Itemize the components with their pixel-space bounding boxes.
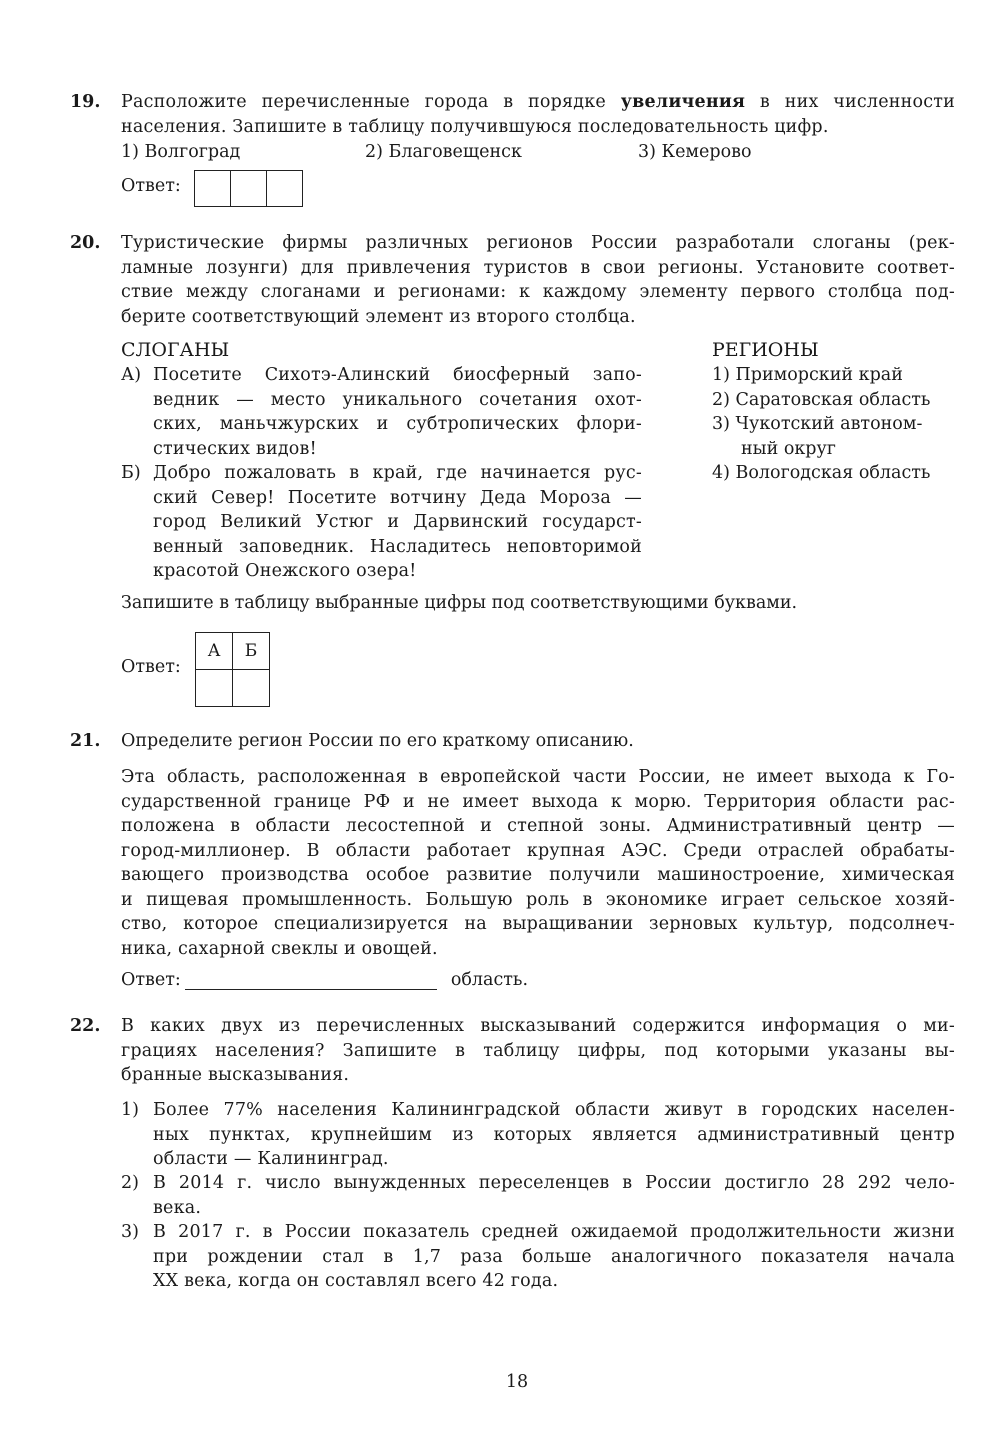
- question-22-text: [121, 1014, 955, 1088]
- answer-suffix: область.: [450, 970, 529, 990]
- answer-cell-a[interactable]: [196, 670, 233, 707]
- text-line: Добро пожаловать в край, где начинается рус-: [153, 463, 642, 483]
- text-line: ламные лозунги) для привлечения туристов в свои регионы. Установите соответ-: [121, 257, 955, 278]
- question-20-text: [121, 231, 955, 329]
- question-number: 19.: [70, 92, 101, 112]
- text-line: ских, маньчжурских и субтропических флори-: [153, 414, 642, 434]
- text-line: Более 77% населения Калининградской области живут в городских населен-: [153, 1100, 955, 1120]
- page-number: 18: [505, 1372, 529, 1392]
- text-line: В 2014 г. число вынужденных переселенцев в России достигло 28 292 чело-: [153, 1173, 955, 1193]
- text-line: ных пунктах, крупнейшим из которых является административный центр: [153, 1124, 955, 1145]
- question-21-text: Определите регион России по его краткому описанию.: [121, 731, 634, 751]
- answer-label: Ответ:: [121, 970, 181, 990]
- text-line: ведник — место уникального сочетания охот-: [153, 389, 642, 410]
- text: в них численности: [745, 92, 955, 112]
- answer-label: Ответ:: [121, 657, 181, 677]
- text-line: В каких двух из перечисленных высказываний содержится информация о ми-: [121, 1016, 955, 1036]
- text-line: сударственной границе РФ и не имеет выхода к морю. Территория области рас-: [121, 791, 955, 812]
- regions-header: РЕГИОНЫ: [712, 339, 819, 361]
- item-label: 3): [121, 1222, 139, 1242]
- text-line: при рождении стал в 1,7 раза больше аналогичного показателя начала: [153, 1246, 955, 1267]
- text-line: В 2017 г. в России показатель средней ожидаемой продолжительности жизни: [153, 1222, 955, 1242]
- text: населения. Запишите в таблицу получившуюся последовательность цифр.: [121, 116, 829, 137]
- option-3: 3) Кемерово: [638, 142, 752, 162]
- question-number: 21.: [70, 731, 101, 751]
- region-item: 1) Приморский край: [712, 365, 903, 385]
- text-line: город-миллионер. В области работает крупная АЭС. Среди отраслей обрабаты-: [121, 840, 955, 861]
- item-label: 1): [121, 1100, 139, 1120]
- statement-3: [153, 1220, 955, 1294]
- statement-2: [153, 1171, 955, 1220]
- text-line: Туристические фирмы различных регионов России разработали слоганы (рек-: [121, 233, 955, 253]
- option-1: 1) Волгоград: [121, 142, 241, 162]
- text-line: грациях населения? Запишите в таблицу цифры, под которыми указаны вы-: [121, 1040, 955, 1061]
- question-number: 22.: [70, 1016, 101, 1036]
- statement-1: [153, 1098, 955, 1172]
- answer-table[interactable]: [195, 632, 270, 707]
- region-description: [121, 765, 955, 961]
- region-item: 2) Саратовская область: [712, 389, 931, 410]
- slogan-a: [153, 363, 642, 461]
- column-a: А: [196, 633, 233, 670]
- text-line: берите соответствующий элемент из второго столбца.: [121, 306, 636, 327]
- text-line: вающего производства особое развитие получили машиностроение, химическая: [121, 865, 955, 885]
- answer-cell-b[interactable]: [233, 670, 270, 707]
- text-line: области — Калининград.: [153, 1149, 389, 1169]
- text-line: красотой Онежского озера!: [153, 561, 417, 581]
- question-number: 20.: [70, 233, 101, 253]
- text-line: положена в области лесостепной и степной зоны. Административный центр —: [121, 816, 955, 836]
- text-line: бранные высказывания.: [121, 1065, 350, 1085]
- slogan-b-label: Б): [121, 463, 141, 483]
- regions-list: [712, 363, 930, 486]
- text-line: стических видов!: [153, 438, 317, 459]
- answer-input[interactable]: [185, 971, 437, 990]
- answer-row: [121, 970, 528, 990]
- slogans-header: СЛОГАНЫ: [121, 339, 230, 361]
- option-2: 2) Благовещенск: [365, 142, 522, 162]
- answer-label: Ответ:: [121, 176, 181, 196]
- slogan-b: [153, 461, 642, 584]
- question-19-text: [121, 90, 955, 139]
- slogan-a-label: А): [121, 365, 142, 385]
- column-b: Б: [233, 633, 270, 670]
- text-line: Посетите Сихотэ-Алинский биосферный запо-: [153, 365, 642, 385]
- text-line: и пищевая промышленность. Большую роль в экономике играет сельское хозяй-: [121, 889, 955, 910]
- text-line: века.: [153, 1197, 202, 1218]
- answer-boxes[interactable]: [194, 170, 303, 207]
- text-line: ский Север! Посетите вотчину Деда Мороза —: [153, 487, 642, 508]
- item-label: 2): [121, 1173, 139, 1193]
- text-line: ника, сахарной свеклы и овощей.: [121, 938, 438, 959]
- text-line: ство, которое специализируется на выращивании зерновых культур, подсолнеч-: [121, 914, 955, 934]
- text-line: венный заповедник. Насладитесь неповторимой: [153, 536, 642, 557]
- emphasis: увеличения: [620, 92, 746, 112]
- region-item: 4) Вологодская область: [712, 463, 931, 483]
- instruction: Запишите в таблицу выбранные цифры под соответствующими буквами.: [121, 593, 798, 613]
- text: Расположите перечисленные города в порядке: [121, 92, 621, 112]
- text-line: XX века, когда он составлял всего 42 года.: [153, 1271, 559, 1291]
- region-item: 3) Чукотский автоном-: [712, 414, 923, 434]
- region-item: ный округ: [741, 438, 836, 459]
- text-line: Эта область, расположенная в европейской части России, не имеет выхода к Го-: [121, 767, 955, 787]
- text-line: ствие между слоганами и регионами: к каждому элементу первого столбца под-: [121, 282, 955, 302]
- text-line: город Великий Устюг и Дарвинский государст-: [153, 512, 642, 532]
